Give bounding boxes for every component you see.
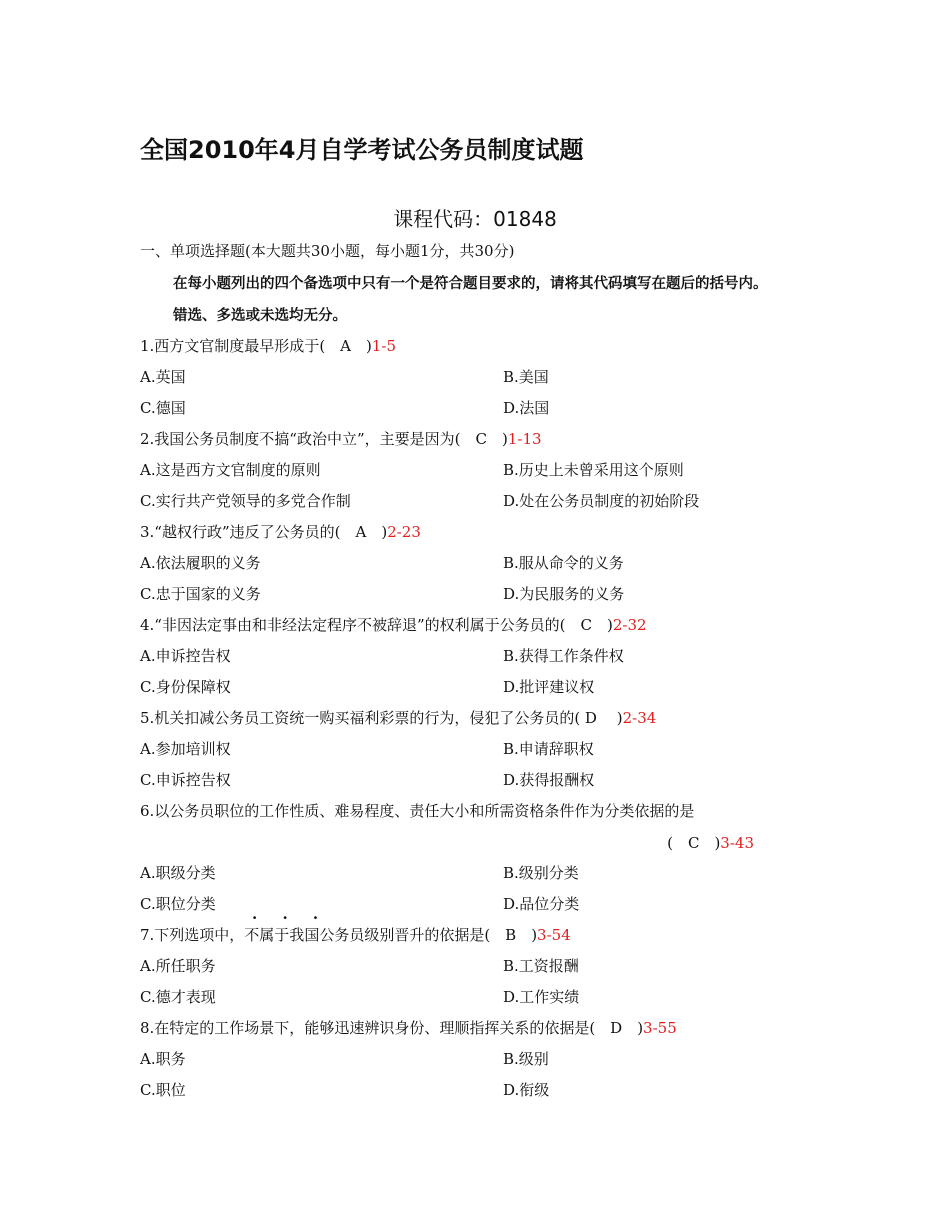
question-ref: 3-54: [537, 926, 571, 944]
question-5: [140, 708, 656, 728]
option-c: C.德国: [140, 399, 186, 417]
option-a: A.申诉控告权: [140, 647, 231, 665]
question-ref: 2-23: [387, 523, 421, 541]
section-instruction-1: 在每小题列出的四个备选项中只有一个是符合题目要求的，请将其代码填写在题后的括号内。: [173, 276, 768, 292]
option-c: C.职位: [140, 1081, 186, 1099]
option-c: C.实行共产党领导的多党合作制: [140, 492, 351, 510]
option-b: B.服从命令的义务: [503, 554, 624, 572]
option-d: D.批评建议权: [503, 678, 595, 696]
question-stem: 3.“越权行政”违反了公务员的( A ): [140, 523, 388, 541]
question-stem: 8.在特定的工作场景下，能够迅速辨识身份、理顺指挥关系的依据是( D ): [140, 1019, 644, 1037]
question-stem: 6.以公务员职位的工作性质、难易程度、责任大小和所需资格条件作为分类依据的是: [140, 802, 695, 820]
question-ref: 2-32: [612, 616, 647, 634]
question-1: [140, 336, 396, 356]
option-b: B.获得工作条件权: [503, 647, 624, 665]
question-7: [140, 925, 571, 945]
option-a: A.职级分类: [140, 864, 216, 882]
question-4: [140, 615, 647, 635]
question-8: [140, 1018, 677, 1038]
question-3: [140, 522, 421, 542]
option-a: A.所任职务: [140, 957, 216, 975]
option-b: B.申请辞职权: [503, 740, 594, 758]
option-c: C.身份保障权: [140, 678, 231, 696]
option-a: A.英国: [140, 368, 186, 386]
option-d: D.为民服务的义务: [503, 585, 625, 603]
emphasis-dots: · · ·: [252, 909, 329, 927]
option-d: D.品位分类: [503, 895, 580, 913]
question-ref: 3-43: [720, 834, 754, 852]
course-code: 课程代码：01848: [393, 207, 557, 231]
option-d: D.处在公务员制度的初始阶段: [503, 492, 700, 510]
option-c: C.申诉控告权: [140, 771, 231, 789]
option-b: B.级别分类: [503, 864, 579, 882]
option-d: D.法国: [503, 399, 550, 417]
question-6-answer-line: [667, 833, 754, 853]
option-a: A.这是西方文官制度的原则: [140, 461, 321, 479]
question-stem: 5.机关扣减公务员工资统一购买福利彩票的行为，侵犯了公务员的( D ): [140, 709, 623, 727]
question-stem: 4.“非因法定事由和非经法定程序不被辞退”的权利属于公务员的( C ): [140, 616, 613, 634]
question-ref: 3-55: [643, 1019, 677, 1037]
option-b: B.级别: [503, 1050, 549, 1068]
option-d: D.获得报酬权: [503, 771, 595, 789]
question-2: [140, 429, 542, 449]
option-a: A.依法履职的义务: [140, 554, 261, 572]
option-b: B.美国: [503, 368, 549, 386]
question-stem: 7.下列选项中，不属于我国公务员级别晋升的依据是( B ): [140, 926, 538, 944]
question-6: [140, 801, 694, 821]
question-ref: 2-34: [622, 709, 657, 727]
section-instruction-2: 错选、多选或未选均无分。: [173, 308, 347, 324]
question-ref: 1-5: [371, 337, 397, 355]
option-d: D.衔级: [503, 1081, 550, 1099]
option-c: C.德才表现: [140, 988, 216, 1006]
document-title: 全国2010年4月自学考试公务员制度试题: [140, 136, 584, 164]
question-ref: 1-13: [507, 430, 542, 448]
option-a: A.职务: [140, 1050, 186, 1068]
option-d: D.工作实绩: [503, 988, 580, 1006]
section-heading: 一、单项选择题(本大题共30小题，每小题1分，共30分): [140, 242, 515, 260]
question-stem: 2.我国公务员制度不搞“政治中立”，主要是因为( C ): [140, 430, 508, 448]
question-answer: ( C ): [667, 834, 721, 852]
option-b: B.历史上未曾采用这个原则: [503, 461, 684, 479]
option-b: B.工资报酬: [503, 957, 579, 975]
question-stem: 1.西方文官制度最早形成于( A ): [140, 337, 372, 355]
option-c: C.职位分类: [140, 895, 216, 913]
option-c: C.忠于国家的义务: [140, 585, 261, 603]
option-a: A.参加培训权: [140, 740, 231, 758]
